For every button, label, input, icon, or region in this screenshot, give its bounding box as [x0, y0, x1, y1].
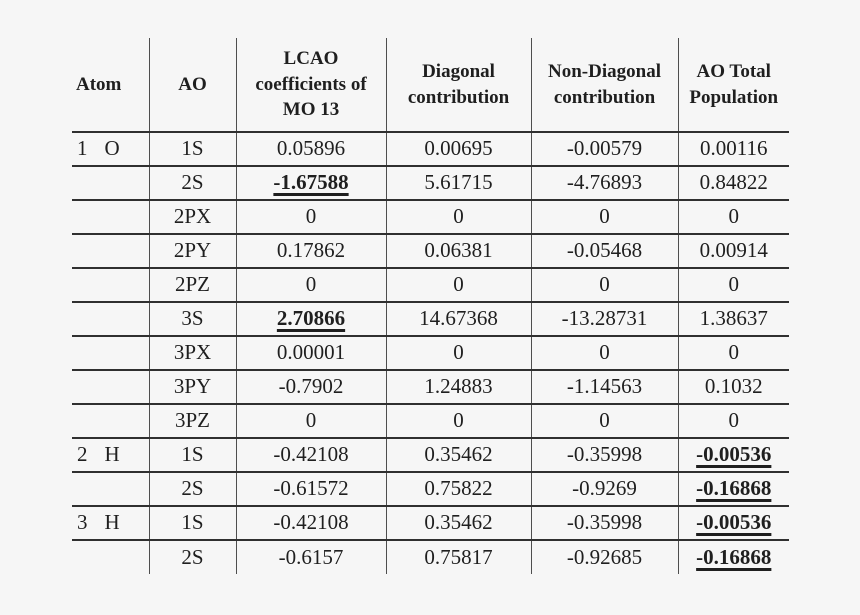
diagonal-cell: 0.35462 — [386, 438, 531, 472]
atom-index: 2 — [77, 442, 88, 467]
nondiagonal-cell: 0 — [531, 200, 678, 234]
population-cell: -0.16868 — [678, 540, 789, 574]
atom-cell — [72, 302, 149, 336]
ao-cell: 3PZ — [149, 404, 236, 438]
header-label-line: MO 13 — [282, 99, 340, 121]
nondiagonal-cell: -1.14563 — [531, 370, 678, 404]
population-cell: 0.84822 — [678, 166, 789, 200]
col-header-population — [678, 38, 789, 132]
nondiagonal-cell: 0 — [531, 336, 678, 370]
header-label-line: AO Total — [696, 60, 771, 82]
diagonal-cell: 0 — [386, 200, 531, 234]
header-label-line: coefficients of — [255, 73, 367, 95]
atom-cell — [72, 268, 149, 302]
lcao-cell: 0.00001 — [236, 336, 386, 370]
table-row — [72, 132, 789, 166]
table-row — [72, 200, 789, 234]
diagonal-cell: 5.61715 — [386, 166, 531, 200]
header-label-line: LCAO — [283, 48, 339, 70]
table-row — [72, 404, 789, 438]
nondiagonal-cell: -0.35998 — [531, 438, 678, 472]
diagonal-cell: 0.75822 — [386, 472, 531, 506]
table-row — [72, 166, 789, 200]
table-row — [72, 370, 789, 404]
diagonal-cell: 1.24883 — [386, 370, 531, 404]
diagonal-cell: 0 — [386, 336, 531, 370]
atom-cell — [72, 336, 149, 370]
diagonal-cell: 0.75817 — [386, 540, 531, 574]
population-cell: -0.16868 — [678, 472, 789, 506]
header-label-line: Diagonal — [422, 60, 495, 82]
lcao-cell: 0.05896 — [236, 132, 386, 166]
lcao-cell: 0 — [236, 200, 386, 234]
atom-index: 1 — [77, 136, 88, 161]
ao-cell: 1S — [149, 132, 236, 166]
col-header-lcao — [236, 38, 386, 132]
lcao-cell: -1.67588 — [236, 166, 386, 200]
nondiagonal-cell: -0.92685 — [531, 540, 678, 574]
population-cell: 0 — [678, 200, 789, 234]
table-row — [72, 540, 789, 574]
table-row — [72, 506, 789, 540]
nondiagonal-cell: -0.35998 — [531, 506, 678, 540]
atom-cell — [72, 404, 149, 438]
lcao-cell: -0.6157 — [236, 540, 386, 574]
atom-cell — [72, 234, 149, 268]
ao-cell: 2S — [149, 540, 236, 574]
atom-symbol: O — [104, 136, 120, 161]
header-label-line: Non-Diagonal — [548, 60, 661, 82]
lcao-cell: 0 — [236, 404, 386, 438]
atom-index: 3 — [77, 510, 88, 535]
ao-cell: 2S — [149, 472, 236, 506]
nondiagonal-cell: 0 — [531, 404, 678, 438]
ao-cell: 3S — [149, 302, 236, 336]
diagonal-cell: 0.00695 — [386, 132, 531, 166]
ao-cell: 2PX — [149, 200, 236, 234]
population-cell: -0.00536 — [678, 506, 789, 540]
nondiagonal-cell: 0 — [531, 268, 678, 302]
header-label-line: contribution — [553, 86, 656, 108]
table-row — [72, 302, 789, 336]
table-row — [72, 472, 789, 506]
nondiagonal-cell: -0.00579 — [531, 132, 678, 166]
header-label: AO — [178, 73, 207, 95]
lcao-cell: -0.61572 — [236, 472, 386, 506]
ao-cell: 2PY — [149, 234, 236, 268]
table-row — [72, 234, 789, 268]
header-label-line: Population — [689, 86, 779, 108]
lcao-cell: -0.7902 — [236, 370, 386, 404]
diagonal-cell: 0.06381 — [386, 234, 531, 268]
diagonal-cell: 0.35462 — [386, 506, 531, 540]
atom-symbol: H — [104, 510, 120, 535]
ao-cell: 3PY — [149, 370, 236, 404]
col-header-nondiagonal — [531, 38, 678, 132]
ao-cell: 1S — [149, 506, 236, 540]
lcao-cell: 2.70866 — [236, 302, 386, 336]
atom-cell — [72, 132, 149, 166]
nondiagonal-cell: -0.05468 — [531, 234, 678, 268]
population-cell: -0.00536 — [678, 438, 789, 472]
diagonal-cell: 0 — [386, 404, 531, 438]
data-table — [72, 38, 789, 574]
population-cell: 0 — [678, 268, 789, 302]
diagonal-cell: 14.67368 — [386, 302, 531, 336]
population-cell: 0.00116 — [678, 132, 789, 166]
ao-cell: 2S — [149, 166, 236, 200]
ao-cell: 1S — [149, 438, 236, 472]
col-header-atom — [72, 38, 149, 132]
lcao-cell: -0.42108 — [236, 438, 386, 472]
col-header-ao — [149, 38, 236, 132]
nondiagonal-cell: -13.28731 — [531, 302, 678, 336]
atom-symbol: H — [104, 442, 120, 467]
population-cell: 0.1032 — [678, 370, 789, 404]
atom-cell — [72, 200, 149, 234]
col-header-diagonal — [386, 38, 531, 132]
atom-cell — [72, 370, 149, 404]
table-row — [72, 438, 789, 472]
atom-cell — [72, 506, 149, 540]
lcao-cell: 0 — [236, 268, 386, 302]
atom-cell — [72, 472, 149, 506]
atom-cell — [72, 166, 149, 200]
ao-cell: 2PZ — [149, 268, 236, 302]
nondiagonal-cell: -4.76893 — [531, 166, 678, 200]
atom-cell — [72, 540, 149, 574]
lcao-cell: -0.42108 — [236, 506, 386, 540]
population-cell: 1.38637 — [678, 302, 789, 336]
header-label: Atom — [76, 73, 122, 95]
ao-population-table — [72, 38, 789, 574]
diagonal-cell: 0 — [386, 268, 531, 302]
population-cell: 0 — [678, 336, 789, 370]
table-row — [72, 268, 789, 302]
header-label-line: contribution — [407, 86, 510, 108]
table-row — [72, 336, 789, 370]
atom-cell — [72, 438, 149, 472]
lcao-cell: 0.17862 — [236, 234, 386, 268]
header-row — [72, 38, 789, 132]
population-cell: 0 — [678, 404, 789, 438]
ao-cell: 3PX — [149, 336, 236, 370]
nondiagonal-cell: -0.9269 — [531, 472, 678, 506]
population-cell: 0.00914 — [678, 234, 789, 268]
